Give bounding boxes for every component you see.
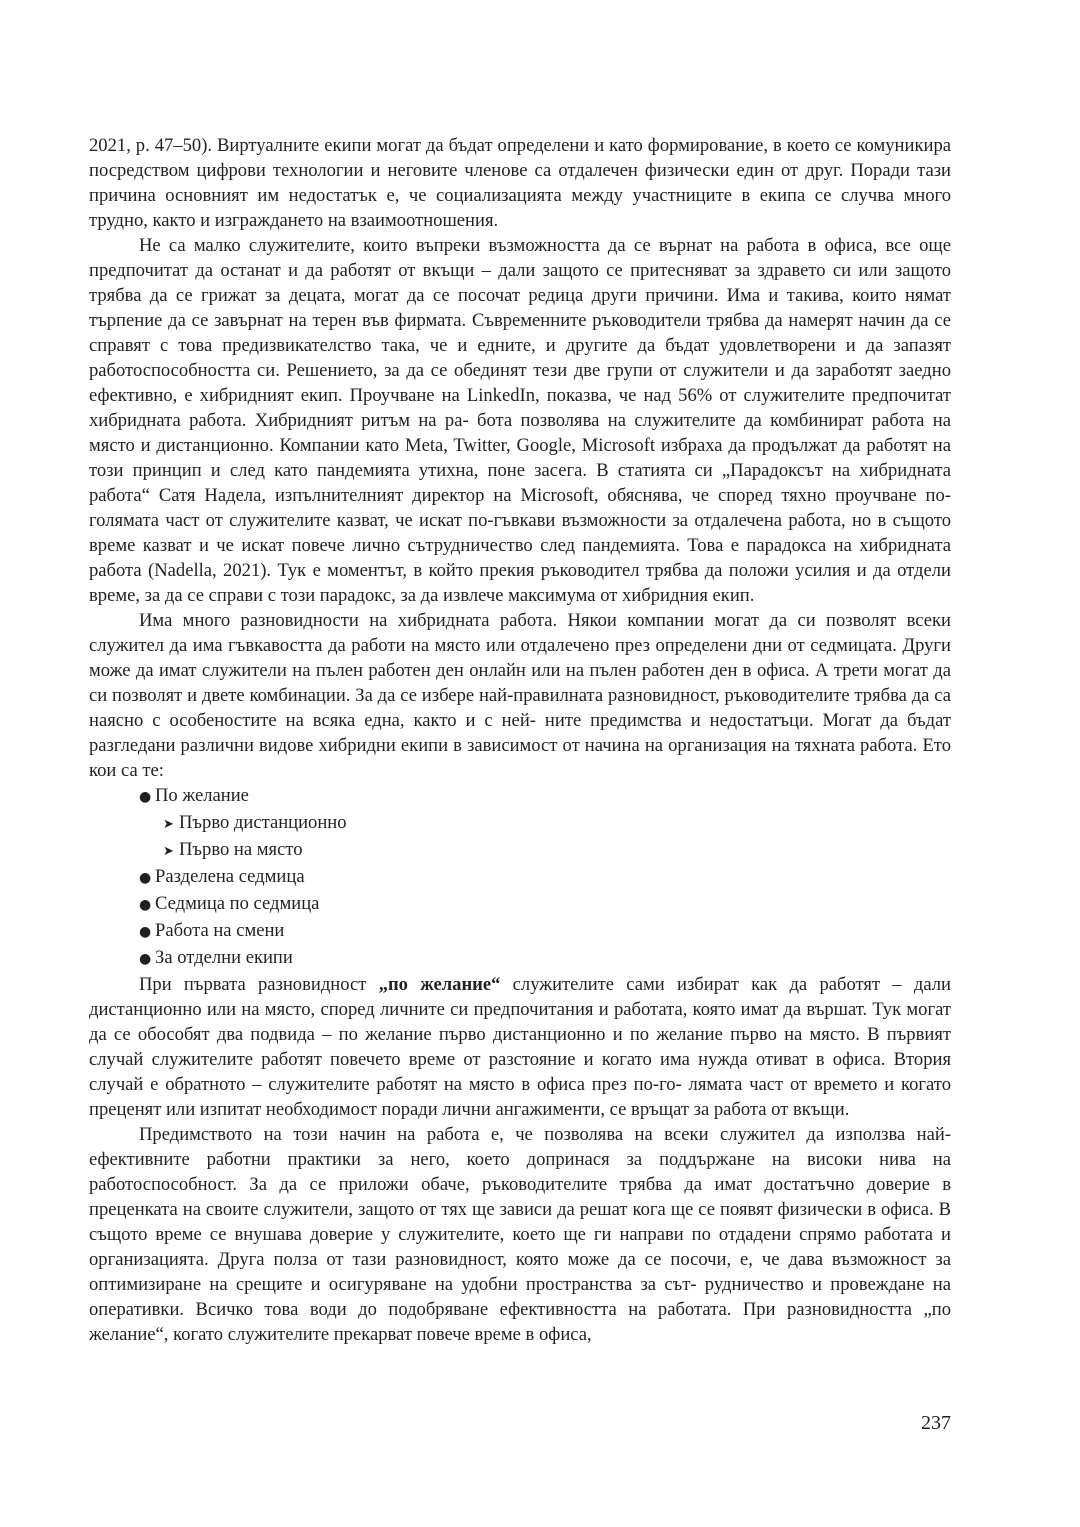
paragraph-1: 2021, p. 47–50). Виртуалните екипи могат да бъдат определени и като формирование, в което се комуникира посредством цифрови технологии и неговите членове са отдалечен физически един от друг. Поради тази причина основният им недостатък е, че социализацията между участниците в екипа се случва много трудно, както и изграждането на взаимоотношения. (89, 135, 951, 231)
list-item: ● Работа на смени (139, 918, 951, 945)
paragraph-5: Предимството на този начин на работа е, че позволява на всеки служител да използва най-ефективните работни практики за него, което допринася за поддържане на високи нива на работоспособност. За да се приложи обаче, ръководителите трябва да имат достатъчно доверие в преценката на своите служители, защото от тях ще зависи да решат кога ще се появят физически в офиса. В същото време се внушава доверие у служителите, което ще ги направи по отдадени спрямо работата и организацията. Друга полза от тази разновидност, която може да се посочи, е, че дава възможност за оптимизиране на срещите и осигуряване на удобни пространства за сът- рудничество и провеждане на оперативки. Всичко това води до подобряване ефективността на работата. При разновидността „по желание“, когато служителите прекарват повече време в офиса, (89, 1124, 951, 1345)
bullet-icon: ● (139, 951, 152, 967)
paragraph-3: Има много разновидности на хибридната работа. Някои компании могат да си позволят всеки служител да има гъвкавостта да работи на място или отдалечено през определени дни от седмицата. Други може да имат служители на пълен работен ден онлайн или на пълен работен ден в офиса. А трети могат да си позволят и двете комбинации. За да се избере най-правилната разновидност, ръководителите трябва да са наясно с особеностите на всяка една, както и с ней- ните предимства и недостатъци. Могат да бъдат разгледани различни видове хибридни екипи в зависимост от начина на организация на тяхната работа. Ето кои са те: (89, 610, 951, 781)
page-body (89, 133, 951, 1347)
list-item: ● За отделни екипи (139, 945, 951, 972)
hybrid-types-list (89, 783, 951, 972)
list-item: ● Разделена седмица (139, 864, 951, 891)
sub-list-item: ➤ Първо дистанционно (163, 810, 951, 837)
arrow-bullet-icon: ➤ (163, 817, 174, 832)
bullet-icon: ● (139, 924, 152, 940)
bold-term: „по желание“ (378, 974, 501, 995)
page-number: 237 (921, 1412, 951, 1434)
list-item: ● Седмица по седмица (139, 891, 951, 918)
bullet-icon: ● (139, 870, 152, 886)
sub-list-item: ➤ Първо на място (163, 837, 951, 864)
bullet-icon: ● (139, 897, 152, 913)
paragraph-2: Не са малко служителите, които въпреки възможността да се върнат на работа в офиса, все още предпочитат да останат и да работят от вкъщи – дали защото се притесняват за здравето си или защото трябва да се грижат за децата, могат да се посочат редица други причини. Има и такива, които нямат търпение да се завърнат на терен във фирмата. Съвременните ръководители трябва да намерят начин да се справят с това предизвикателство така, че и едните, и другите да бъдат удовлетворени и да запазят работоспособността си. Решението, за да се обединят тези две групи от служители и да заработят заедно ефективно, е хибридният екип. Проучване на LinkedIn, показва, че над 56% от служителите предпочитат хибридната работа. Хибридният ритъм на ра- бота позволява на служителите да комбинират работа на място и дистанционно. Компании като Meta, Twitter, Google, Microsoft избраха да продължат да работят на този принцип и след като пандемията утихна, поне засега. В статията си „Парадоксът на хибридната работа“ Сатя Надела, изпълнителният директор на Microsoft, обяснява, че според тяхно проучване по-голямата част от служителите казват, че искат по-гъвкави възможности за отдалечена работа, но в същото време казват и че искат повече лично сътрудничество след пандемията. Това е парадокса на хибридната работа (Nadella, 2021). Тук е моментът, в който прекия ръководител трябва да положи усилия и да отдели време, за да се справи с този парадокс, за да извлече максимума от хибридния екип. (89, 235, 951, 606)
arrow-bullet-icon: ➤ (163, 844, 174, 859)
list-item: ● По желание (139, 783, 951, 810)
paragraph-4: При първата разновидност „по желание“ служителите сами избират как да работят – дали дистанционно или на място, според личните си предпочитания и работата, която имат да вършат. Тук могат да се обособят два подвида – по желание първо дистанционно и по желание първо на място. В първият случай служителите работят повечето време от разстояние и когато има нужда отиват в офиса. Втория случай е обратното – служителите работят на място в офиса през по-го- лямата част от времето и когато преценят или изпитат необходимост поради лични ангажименти, се връщат за работа от вкъщи. (89, 974, 951, 1120)
bullet-icon: ● (139, 789, 152, 805)
